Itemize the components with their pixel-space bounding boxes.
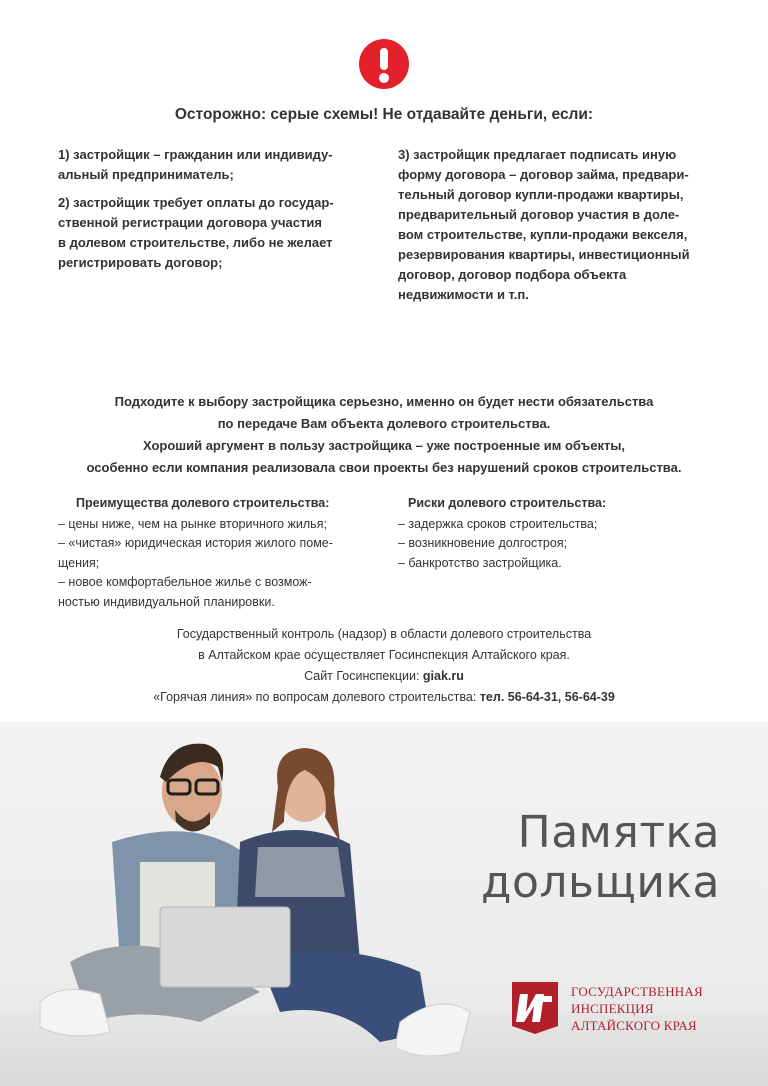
advice-line: Хороший аргумент в пользу застройщика – уже построенные им объекты,: [142, 438, 626, 453]
warning-column-left: [58, 145, 368, 281]
risks-title: Риски долевого строительства:: [408, 496, 607, 510]
hotline-label: «Горячая линия» по вопросам долевого строительства:: [153, 690, 480, 704]
logo-line: АЛТАЙСКОГО КРАЯ: [571, 1018, 697, 1033]
warning-column-right: [398, 145, 728, 313]
contact-line: Государственный контроль (надзор) в области долевого строительства: [176, 627, 592, 641]
logo-line: ИНСПЕКЦИЯ: [571, 1001, 654, 1016]
warning-title: Осторожно: серые схемы! Не отдавайте деньги, если:: [174, 106, 594, 123]
contact-block: [0, 624, 768, 708]
advantages-list: [58, 494, 378, 612]
memo-title: [470, 808, 720, 908]
inspection-logo: [510, 980, 720, 1040]
contact-line: в Алтайском крае осуществляет Госинспекция Алтайского края.: [198, 648, 570, 662]
list-item: – задержка сроков строительства;: [398, 516, 598, 531]
warning-item-3: 3) застройщик предлагает подписать иную форму договора – договор займа, предвари- тельный договор купли-продажи квартиры, предварительный договор участия в доле- вом строительстве, купли-продажи векселя, резервирования квартиры, инвестиционный договор, договор подбора объекта недвижимости и т.п.: [398, 147, 690, 302]
list-item: ностью индивидуальной планировки.: [58, 594, 275, 609]
advice-line: по передаче Вам объекта долевого строительства.: [217, 416, 551, 431]
advice-line: особенно если компания реализовала свои проекты без нарушений сроков строительства.: [86, 460, 682, 475]
list-item: – банкротство застройщика.: [398, 555, 562, 570]
hotline-line: [0, 687, 768, 708]
warning-item-1: 1) застройщик – гражданин или индивиду- альный предприниматель;: [58, 147, 333, 182]
advantages-title: Преимущества долевого строительства:: [76, 496, 330, 510]
advice-line: Подходите к выбору застройщика серьезно, именно он будет нести обязательства: [114, 394, 654, 409]
list-item: – возникновение долгостроя;: [398, 536, 568, 550]
inspection-logo-icon: [510, 980, 560, 1036]
warning-item-2: 2) застройщик требует оплаты до государ- ственной регистрации договора участия в долевом строительстве, либо не желает регистрировать договор;: [58, 195, 334, 270]
memo-title-line: Памятка: [517, 807, 720, 858]
memo-title-line: дольщика: [481, 857, 720, 908]
risks-list: [398, 494, 718, 573]
list-item: щения;: [58, 555, 100, 570]
logo-line: ГОСУДАРСТВЕННАЯ: [571, 984, 703, 999]
site-link[interactable]: giak.ru: [422, 669, 464, 683]
hotline-phones: тел. 56-64-31, 56-64-39: [479, 690, 615, 704]
advice-block: [0, 391, 768, 479]
list-item: – «чистая» юридическая история жилого поме-: [58, 536, 333, 550]
site-line: [0, 666, 768, 687]
exclamation-icon: [359, 39, 409, 89]
inspection-logo-text: [571, 983, 731, 1034]
list-item: – новое комфортабельное жилье с возмож-: [58, 575, 312, 589]
list-item: – цены ниже, чем на рынке вторичного жилья;: [58, 516, 327, 531]
site-label: Сайт Госинспекции:: [304, 669, 423, 683]
